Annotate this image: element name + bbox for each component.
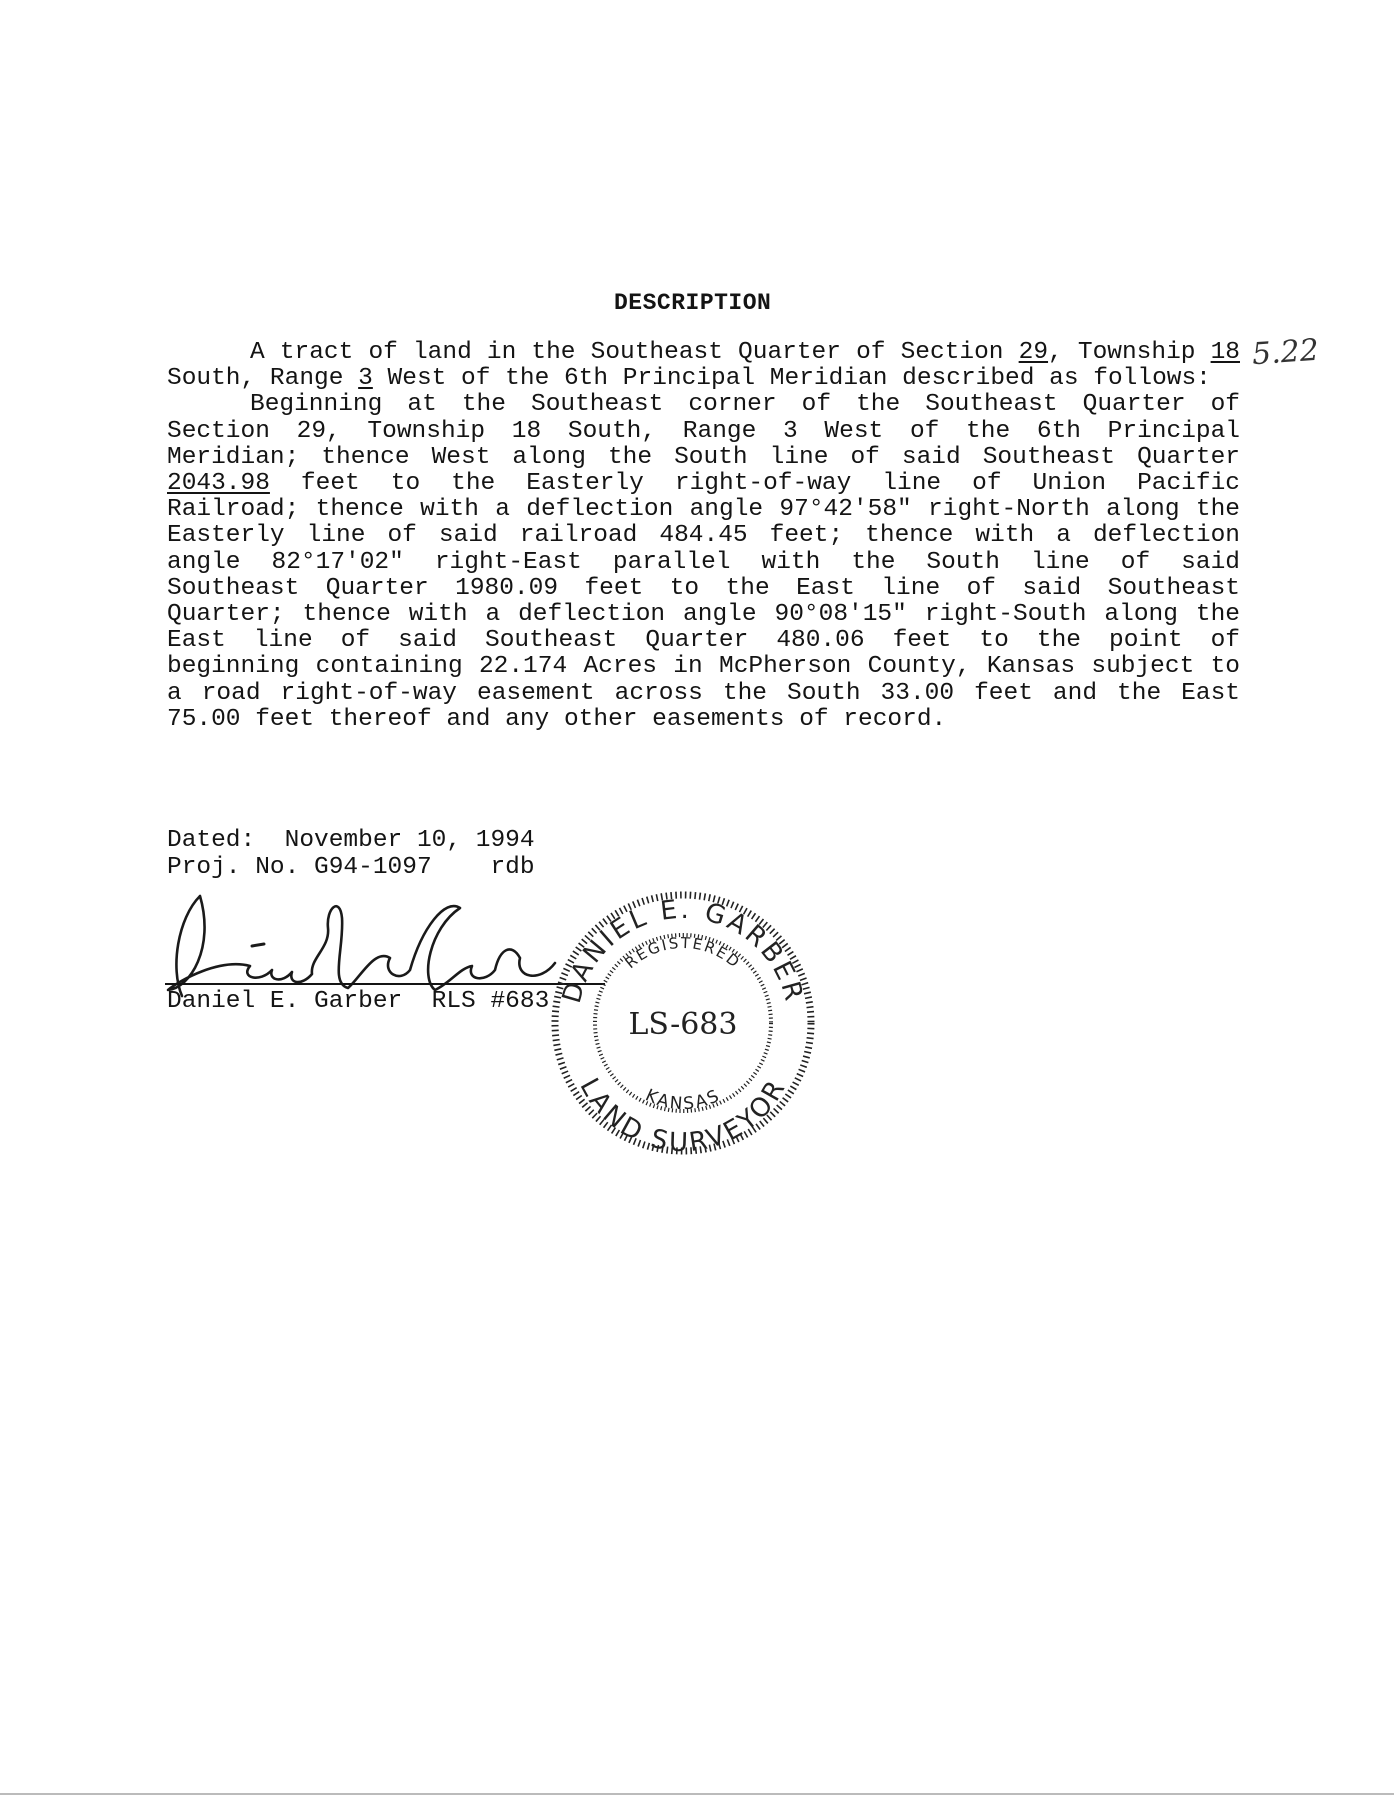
project-row xyxy=(167,855,535,882)
project-label: Proj. No. xyxy=(167,853,300,881)
boundary-paragraph: Beginning at the Southeast corner of the Southeast Quarter of Section 29, Township 18 South, Range 3 West of the 6th Principal Meridian; thence West along the South line of said Southeast Quarter 2043.98 feet to the Easterly right-of-way line of Union Pacific Railroad; thence with a deflection angle 97°42'58" right-North along the Easterly line of said railroad 484.45 feet; thence with a deflection angle 82°17'02" right-East parallel with the South line of said Southeast Quarter 1980.09 feet to the East line of said Southeast Quarter; thence with a deflection angle 90°08'15" right-South along the East line of said Southeast Quarter 480.06 feet to the point of beginning containing 22.174 Acres in McPherson County, Kansas subject to a road right-of-way easement across the South 33.00 feet and the East 75.00 feet thereof and any other easements of record. xyxy=(167,391,1240,733)
signer-block xyxy=(167,988,549,1015)
seal-license-number: LS-683 xyxy=(628,1007,738,1042)
project-initials: rdb xyxy=(490,853,535,881)
svg-text:LAND SURVEYOR xyxy=(574,1073,793,1158)
section-number: 29 xyxy=(1018,339,1049,366)
range-number: 3 xyxy=(358,365,373,393)
document-metadata xyxy=(167,828,535,881)
svg-text:REGISTERED xyxy=(622,934,745,972)
handwritten-margin-note: 5.22 xyxy=(1250,332,1320,373)
project-number: G94-1097 xyxy=(314,853,432,881)
seal-name: DANIEL E. GARBER xyxy=(556,894,810,1007)
seal-state: KANSAS xyxy=(642,1085,724,1115)
signer-name: Daniel E. Garber xyxy=(167,988,403,1015)
tract-paragraph: A tract of land in the Southeast Quarter of Section 29, Township 18 South, Range 3 West of the 6th Principal Meridian described as follows: xyxy=(167,339,1240,393)
signature-line xyxy=(165,983,605,985)
dated-row xyxy=(167,828,535,855)
document-title: DESCRIPTION xyxy=(614,290,772,316)
legal-description-body xyxy=(167,340,1240,733)
dated-label: Dated: xyxy=(167,827,256,854)
seal-title: LAND SURVEYOR xyxy=(573,1073,793,1158)
dated-value: November 10, 1994 xyxy=(284,827,535,854)
township-number: 18 xyxy=(1210,339,1240,366)
seal-registered: REGISTERED xyxy=(621,933,745,973)
signer-license: RLS #683 xyxy=(431,988,550,1015)
scan-edge-line xyxy=(0,1793,1394,1795)
boundary-distance: 2043.98 xyxy=(167,470,270,498)
surveyor-seal xyxy=(548,888,818,1158)
svg-text:KANSAS xyxy=(642,1086,724,1115)
